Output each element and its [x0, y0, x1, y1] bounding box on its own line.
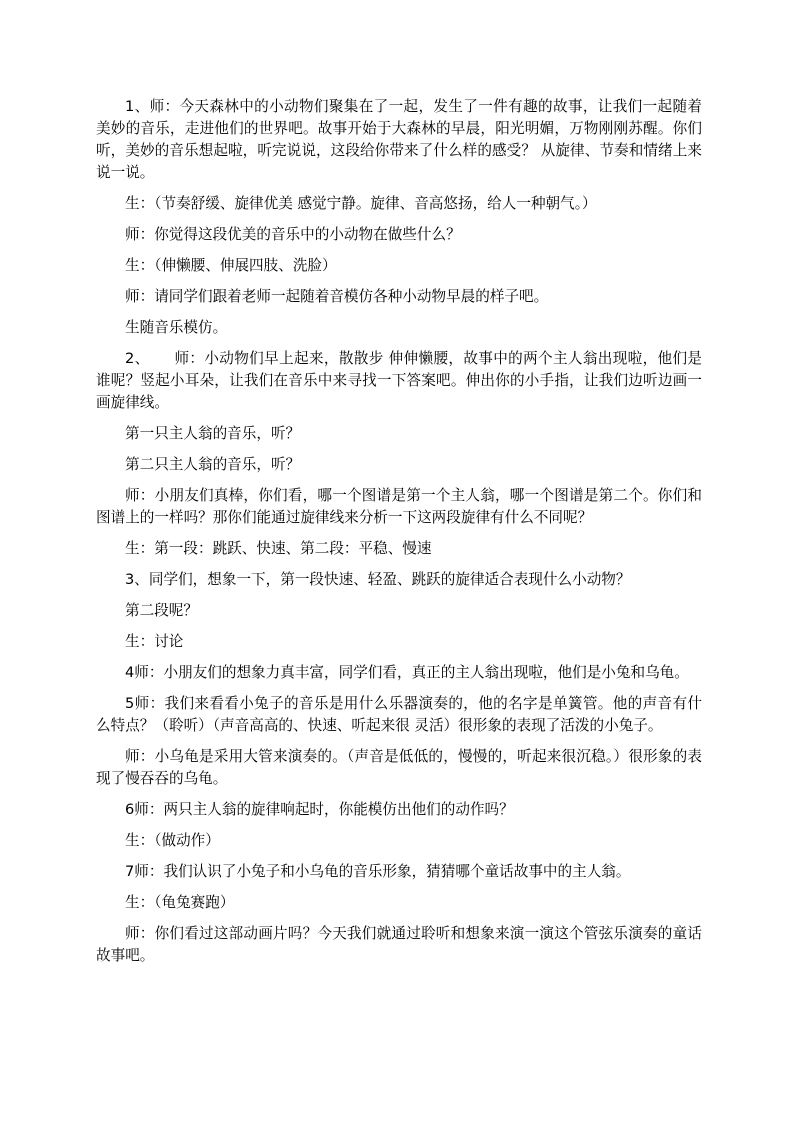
paragraph-15: 4师：小朋友们的想象力真丰富，同学们看，真正的主人翁出现啦，他们是小兔和乌龟。 [125, 664, 689, 681]
paragraph-3: 师：你觉得这段优美的音乐中的小动物在做些什么？ [125, 226, 461, 243]
paragraph-16: 5师：我们来看看小兔子的音乐是用什么乐器演奏的，他的名字是单簧管。他的声音有什么特点？（聆听）（声音高高的、快速、听起来很 灵活）很形象的表现了活泼的小兔子。 [96, 695, 702, 734]
paragraph-14: 生：讨论 [125, 633, 184, 650]
paragraph-21: 生：（龟兔赛跑） [125, 894, 235, 911]
paragraph-5: 师：请同学们跟着老师一起随着音模仿各种小动物早晨的样子吧。 [125, 288, 549, 305]
paragraph-17: 师：小乌龟是采用大管来演奏的。（声音是低低的，慢慢的，听起来很沉稳。）很形象的表现了慢吞吞的乌龟。 [96, 748, 702, 787]
paragraph-1: 1、师：今天森林中的小动物们聚集在了一起，发生了一件有趣的故事，让我们一起随着美妙的音乐，走进他们的世界吧。故事开始于大森林的早晨，阳光明媚，万物刚刚苏醒。你们听，美妙的音乐想起啦，听完说说，这段给你带来了什么样的感受？ 从旋律、节奏和情绪上来说一说。 [96, 98, 702, 181]
paragraph-2: 生：（节奏舒缓、旋律优美 感觉宁静。旋律、音高悠扬，给人一种朝气。） [125, 195, 597, 212]
document-body [96, 96, 702, 976]
paragraph-18: 6师：两只主人翁的旋律响起时，你能模仿出他们的动作吗？ [125, 801, 514, 818]
paragraph-8: 第一只主人翁的音乐，听？ [125, 425, 301, 442]
paragraph-20: 7师：我们认识了小兔子和小乌龟的音乐形象，猜猜哪个童话故事中的主人翁。 [125, 863, 631, 880]
paragraph-22: 师：你们看过这部动画片吗？今天我们就通过聆听和想象来演一演这个管弦乐演奏的童话故事吧。 [96, 925, 702, 964]
paragraph-7: 2、 师：小动物们早上起来，散散步 伸伸懒腰，故事中的两个主人翁出现啦，他们是谁呢？竖起小耳朵，让我们在音乐中来寻找一下答案吧。伸出你的小手指，让我们边听边画一画旋律线。 [96, 350, 702, 411]
paragraph-13: 第二段呢？ [125, 602, 198, 619]
paragraph-12: 3、同学们，想象一下，第一段快速、轻盈、跳跃的旋律适合表现什么小动物？ [125, 571, 631, 588]
paragraph-9: 第二只主人翁的音乐，听？ [125, 456, 301, 473]
paragraph-19: 生：（做动作） [125, 832, 220, 849]
paragraph-4: 生：（伸懒腰、伸展四肢、洗脸） [125, 257, 337, 274]
paragraph-11: 生：第一段：跳跃、快速、第二段：平稳、慢速 [125, 540, 432, 557]
paragraph-6: 生随音乐模仿。 [125, 319, 228, 336]
paragraph-10: 师：小朋友们真棒，你们看，哪一个图谱是第一个主人翁，哪一个图谱是第二个。你们和图谱上的一样吗？那你们能通过旋律线来分析一下这两段旋律有什么不同呢？ [96, 487, 702, 526]
